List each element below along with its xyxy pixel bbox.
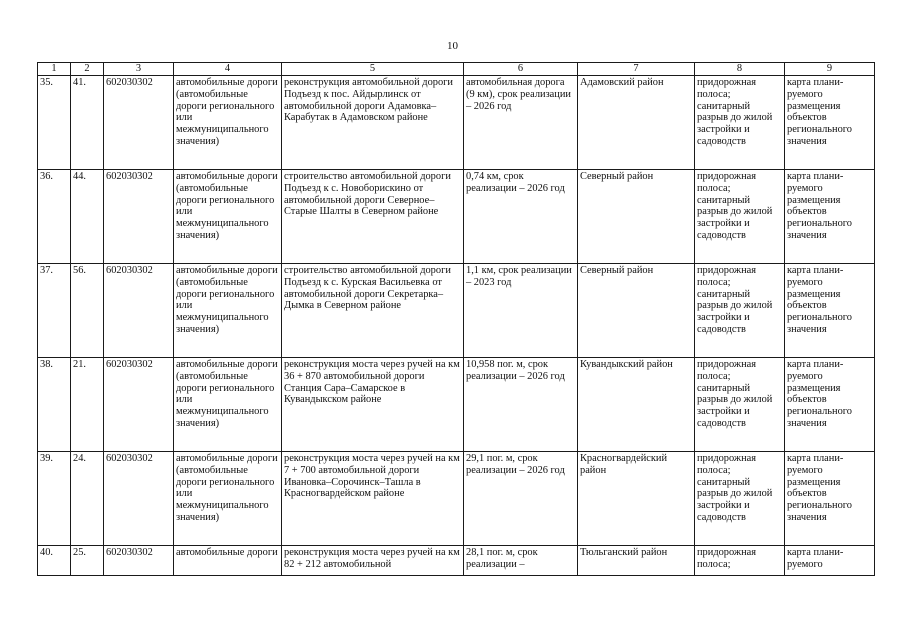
header-row — [38, 63, 875, 76]
column-header: 8 — [695, 63, 785, 76]
object-description: строительство автомобильной дороги Подъезд к с. Курская Васильевка от автомобильной дороги Секретарка–Дымка в Северном районе — [282, 264, 464, 358]
object-type: автомобильные дороги — [174, 546, 282, 576]
object-code: 602030302 — [104, 546, 174, 576]
source-number: 21. — [71, 358, 104, 452]
object-type: автомобильные дороги (автомобильные дороги регионального или межмуниципального значения) — [174, 76, 282, 170]
map-reference: карта плани-руемого размещения объектов регионального значения — [785, 358, 875, 452]
object-type: автомобильные дороги (автомобильные дороги регионального или межмуниципального значения) — [174, 264, 282, 358]
table-row — [38, 358, 875, 452]
restricted-zone: придорожная полоса; санитарный разрыв до жилой застройки и садоводств — [695, 452, 785, 546]
object-district: Северный район — [578, 170, 695, 264]
table-row — [38, 546, 875, 576]
object-type: автомобильные дороги (автомобильные дороги регионального или межмуниципального значения) — [174, 358, 282, 452]
column-header: 6 — [464, 63, 578, 76]
object-parameters: автомобильная дорога (9 км), срок реализации – 2026 год — [464, 76, 578, 170]
map-reference: карта плани-руемого размещения объектов регионального значения — [785, 264, 875, 358]
map-reference: карта плани-руемого — [785, 546, 875, 576]
object-parameters: 28,1 пог. м, срок реализации – — [464, 546, 578, 576]
object-description: реконструкция моста через ручей на км 7 + 700 автомобильной дороги Ивановка–Сорочинск–Ташла в Красногвардейском районе — [282, 452, 464, 546]
object-parameters: 1,1 км, срок реализации – 2023 год — [464, 264, 578, 358]
object-description: реконструкция автомобильной дороги Подъезд к пос. Айдырлинск от автомобильной дороги Адамовка–Карабутак в Адамовском районе — [282, 76, 464, 170]
row-number: 36. — [38, 170, 71, 264]
column-header: 4 — [174, 63, 282, 76]
object-district: Адамовский район — [578, 76, 695, 170]
restricted-zone: придорожная полоса; санитарный разрыв до жилой застройки и садоводств — [695, 170, 785, 264]
object-parameters: 10,958 пог. м, срок реализации – 2026 год — [464, 358, 578, 452]
restricted-zone: придорожная полоса; — [695, 546, 785, 576]
object-code: 602030302 — [104, 170, 174, 264]
page-number: 10 — [447, 40, 458, 52]
source-number: 56. — [71, 264, 104, 358]
table-row — [38, 76, 875, 170]
table-row — [38, 452, 875, 546]
object-parameters: 0,74 км, срок реализации – 2026 год — [464, 170, 578, 264]
object-code: 602030302 — [104, 358, 174, 452]
restricted-zone: придорожная полоса; санитарный разрыв до жилой застройки и садоводств — [695, 76, 785, 170]
map-reference: карта плани-руемого размещения объектов регионального значения — [785, 452, 875, 546]
object-district: Красногвардейский район — [578, 452, 695, 546]
object-district: Кувандыкский район — [578, 358, 695, 452]
source-number: 24. — [71, 452, 104, 546]
object-description: строительство автомобильной дороги Подъезд к с. Новоборискино от автомобильной дороги Северное–Старые Шалты в Северном районе — [282, 170, 464, 264]
object-code: 602030302 — [104, 76, 174, 170]
table-row — [38, 264, 875, 358]
object-code: 602030302 — [104, 452, 174, 546]
restricted-zone: придорожная полоса; санитарный разрыв до жилой застройки и садоводств — [695, 264, 785, 358]
table-row — [38, 170, 875, 264]
row-number: 40. — [38, 546, 71, 576]
object-district: Северный район — [578, 264, 695, 358]
map-reference: карта плани-руемого размещения объектов регионального значения — [785, 76, 875, 170]
column-header: 3 — [104, 63, 174, 76]
map-reference: карта плани-руемого размещения объектов регионального значения — [785, 170, 875, 264]
column-header: 9 — [785, 63, 875, 76]
object-type: автомобильные дороги (автомобильные дороги регионального или межмуниципального значения) — [174, 170, 282, 264]
object-description: реконструкция моста через ручей на км 82 + 212 автомобильной — [282, 546, 464, 576]
source-number: 41. — [71, 76, 104, 170]
column-header: 2 — [71, 63, 104, 76]
source-number: 25. — [71, 546, 104, 576]
column-header: 1 — [38, 63, 71, 76]
object-type: автомобильные дороги (автомобильные дороги регионального или межмуниципального значения) — [174, 452, 282, 546]
column-header: 5 — [282, 63, 464, 76]
object-code: 602030302 — [104, 264, 174, 358]
object-district: Тюльганский район — [578, 546, 695, 576]
source-number: 44. — [71, 170, 104, 264]
row-number: 38. — [38, 358, 71, 452]
document-table — [37, 62, 875, 576]
column-header: 7 — [578, 63, 695, 76]
object-description: реконструкция моста через ручей на км 36 + 870 автомобильной дороги Станция Сара–Самарское в Кувандыкском районе — [282, 358, 464, 452]
row-number: 37. — [38, 264, 71, 358]
object-parameters: 29,1 пог. м, срок реализации – 2026 год — [464, 452, 578, 546]
row-number: 39. — [38, 452, 71, 546]
restricted-zone: придорожная полоса; санитарный разрыв до жилой застройки и садоводств — [695, 358, 785, 452]
row-number: 35. — [38, 76, 71, 170]
